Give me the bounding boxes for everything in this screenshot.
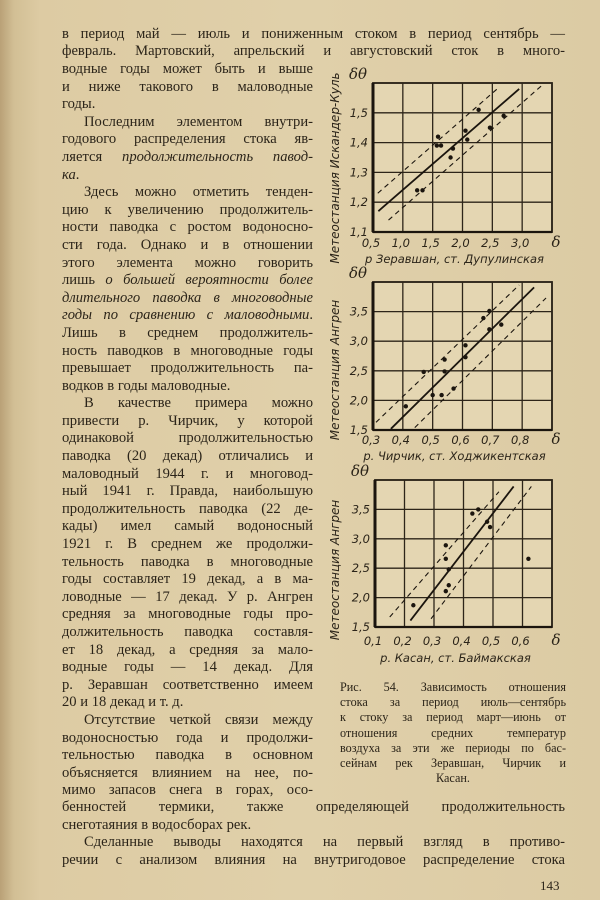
data-point: [411, 603, 415, 607]
y-tick-label: 3,0: [349, 334, 368, 349]
data-point: [463, 128, 467, 132]
text-line: [62, 536, 313, 554]
text-segment: к стоку за период март—июнь от: [340, 710, 566, 725]
data-point: [430, 393, 434, 397]
text-line: [340, 741, 566, 756]
text-segment: Рис. 54. Зависимость отношения: [340, 680, 566, 694]
text-segment: водков в годы маловодные.: [62, 377, 231, 394]
text-line: [62, 325, 313, 343]
x-tick-label: 0,5: [421, 433, 440, 447]
text-segment: превышает продолжительность па-: [62, 360, 313, 377]
text-line: [62, 518, 313, 536]
text-segment: Касан.: [436, 771, 470, 786]
text-line: [62, 167, 313, 185]
x-axis-subtitle: р Зеравшан, ст. Дупулинская: [365, 252, 544, 266]
x-tick-label: 0,1: [363, 634, 383, 648]
text-segment: годового распределения стока яв-: [62, 131, 313, 148]
data-point: [488, 126, 492, 130]
text-line: [62, 413, 313, 431]
data-point: [463, 343, 467, 347]
x-tick-label: 0,6: [511, 634, 530, 648]
text-segment: февраль. Мартовский, апрельский и августовский сток в много-: [62, 43, 565, 59]
italic-text: длительного паводка в многоводные: [62, 289, 313, 306]
text-segment: продолжительность паводка (22 де-: [62, 500, 313, 517]
text-line: [62, 659, 313, 677]
data-point: [420, 188, 424, 192]
data-point: [439, 143, 443, 147]
text-segment: тельностью паводка в основном: [62, 747, 313, 764]
y-tick-label: 1,3: [349, 165, 368, 180]
x-tick-label: 0,6: [451, 433, 470, 447]
x-axis-subtitle: р. Чирчик, ст. Ходжикентская: [363, 449, 546, 463]
page-number: 143: [540, 878, 560, 893]
x-tick-label: 2,5: [481, 236, 500, 250]
text-segment: в период май — июль и пониженным стоком в период сентябрь —: [62, 26, 565, 42]
text-line: [340, 726, 566, 741]
x-tick-label: 0,3: [361, 433, 381, 447]
italic-text: ка: [62, 166, 76, 183]
text-segment: бенностей термики, также определяющей продолжительность: [62, 799, 565, 815]
data-point: [447, 567, 451, 571]
x-tick-label: 0,4: [452, 634, 471, 648]
text-line: [62, 765, 313, 783]
data-point: [436, 134, 440, 138]
x-axis-symbol: δ: [551, 631, 561, 649]
text-line: [62, 483, 313, 501]
data-point: [415, 188, 419, 192]
text-segment: годы.: [62, 96, 96, 113]
text-segment: .: [75, 166, 80, 183]
x-axis-subtitle: р. Касан, ст. Баймакская: [380, 651, 531, 665]
text-segment: Отсутствие четкой связи между: [84, 711, 313, 728]
text-line: [62, 448, 313, 466]
text-line: [62, 466, 313, 484]
text-line: [62, 149, 313, 167]
text-line: [62, 131, 313, 149]
figure-caption: [340, 680, 566, 786]
text-line: [62, 589, 313, 607]
x-tick-label: 3,0: [511, 236, 530, 250]
text-line: [62, 307, 313, 325]
y-tick-label: 1,4: [349, 135, 368, 150]
data-point: [470, 511, 474, 515]
chart-iskander-kul: [320, 60, 580, 270]
italic-text: годы по сравнению с маловодными: [62, 307, 310, 324]
text-segment: привести р. Чирчик, у которой: [62, 412, 313, 429]
text-segment: годы составляет 19 декад, а в ма-: [62, 571, 313, 588]
data-point: [481, 316, 485, 320]
data-point: [476, 507, 480, 511]
text-line: [62, 378, 313, 396]
text-segment: и ниже такового в маловодные: [62, 78, 313, 95]
text-segment: водоносностью года и продолжи-: [62, 729, 313, 746]
text-line: [62, 834, 565, 852]
top-text: [62, 26, 565, 60]
y-tick-label: 2,0: [349, 393, 368, 408]
data-point: [448, 155, 452, 159]
text-segment: водные годы может быть и выше: [62, 61, 313, 77]
y-axis-label: Метеостанция Ангрен: [328, 299, 342, 441]
text-segment: должительность паводка составля-: [62, 624, 313, 640]
y-tick-label: 3,5: [351, 502, 370, 517]
text-segment: ности паводка с ростом водоносно-: [62, 219, 313, 236]
data-point: [501, 114, 505, 118]
text-line: [62, 26, 565, 43]
y-tick-label: 1,2: [349, 195, 368, 210]
bottom-text: [62, 799, 565, 869]
data-point: [485, 520, 489, 524]
text-segment: Последним элементом внутри-: [84, 113, 313, 130]
text-segment: средняя за многоводные годы про-: [62, 606, 313, 623]
y-axis-label: Метеостанция Ангрен: [328, 499, 342, 641]
data-point: [422, 370, 426, 374]
data-point: [487, 309, 491, 313]
left-column-text: [62, 61, 313, 800]
text-line: [62, 272, 313, 290]
text-segment: сейнам рек Зеравшан, Чирчик и: [340, 755, 566, 770]
text-line: [62, 624, 313, 642]
text-segment: одинаковой продолжительностью: [62, 430, 313, 447]
data-point: [444, 543, 448, 547]
text-segment: мимо запасов снега в горах, осо-: [62, 782, 313, 799]
data-point: [435, 143, 439, 147]
text-line: [62, 571, 313, 589]
text-segment: цию к увеличению продолжитель-: [62, 201, 313, 218]
x-tick-label: 0,2: [393, 634, 412, 648]
data-point: [463, 355, 467, 359]
data-point: [499, 322, 503, 326]
text-line: [62, 395, 313, 413]
y-tick-label: 1,5: [349, 105, 368, 120]
text-line: [62, 501, 313, 519]
text-line: [62, 43, 565, 60]
text-line: [62, 554, 313, 572]
y-axis-symbol: δθ: [351, 462, 370, 480]
text-line: [62, 747, 313, 765]
text-line: [62, 114, 313, 132]
data-point: [404, 404, 408, 408]
y-tick-label: 2,0: [351, 590, 370, 605]
text-line: [62, 677, 313, 695]
chart-chirchik: [320, 264, 580, 470]
text-line: [62, 219, 313, 237]
y-tick-label: 3,5: [349, 304, 368, 319]
text-line: [62, 184, 313, 202]
x-axis-symbol: δ: [551, 430, 561, 448]
text-line: [62, 61, 313, 79]
x-tick-label: 2,0: [451, 236, 470, 250]
data-point: [442, 369, 446, 373]
y-axis-label: Метеостанция Искандер-Куль: [328, 72, 342, 264]
text-line: [62, 255, 313, 273]
text-segment: объясняется влиянием на нее, по-: [62, 764, 313, 781]
text-line: [62, 430, 313, 448]
x-tick-label: 0,4: [391, 433, 410, 447]
data-point: [526, 557, 530, 561]
text-segment: воздуха за эти же периоды по бас-: [340, 740, 566, 755]
y-tick-label: 2,5: [351, 561, 370, 576]
text-line: [340, 756, 566, 771]
text-segment: лишь: [62, 272, 106, 289]
text-line: [62, 817, 565, 835]
text-line: [340, 710, 566, 725]
data-point: [442, 357, 446, 361]
text-segment: паводка (20 декад) отличались и: [62, 448, 313, 465]
text-segment: Сделанные выводы находятся на первый взгляд в противо-: [84, 834, 565, 851]
text-line: [62, 202, 313, 220]
data-point: [465, 137, 469, 141]
text-line: [340, 695, 566, 710]
text-line: [62, 642, 313, 660]
data-point: [487, 327, 491, 331]
x-tick-label: 0,7: [481, 433, 500, 447]
text-segment: этого элемента можно говорить: [62, 254, 313, 271]
text-segment: 1921 г. В среднем же продолжи-: [62, 536, 313, 553]
y-tick-label: 1,5: [349, 423, 368, 437]
text-segment: водные годы — 14 декад. Для: [62, 659, 313, 676]
text-segment: .: [309, 307, 313, 324]
x-tick-label: 0,5: [361, 236, 381, 250]
data-point: [447, 583, 451, 587]
y-tick-label: 1,1: [349, 225, 368, 239]
text-line: [62, 360, 313, 378]
data-point: [444, 557, 448, 561]
text-segment: сти года. Однако и в отношении: [62, 236, 313, 253]
data-point: [476, 108, 480, 112]
x-tick-label: 1,5: [421, 236, 440, 250]
text-line: [62, 606, 313, 624]
data-point: [488, 525, 492, 529]
text-segment: ет 18 декад, а средняя за мало-: [62, 641, 313, 658]
data-point: [451, 146, 455, 150]
text-segment: Лишь в среднем продолжитель-: [62, 324, 313, 341]
text-segment: р. Зеравшан соответственно имеем: [62, 676, 313, 693]
x-tick-label: 0,3: [422, 634, 442, 648]
text-segment: ляется: [62, 148, 123, 165]
text-segment: снеготаяния в водосборах рек.: [62, 816, 252, 833]
text-segment: ловодные — 17 декад. У р. Ангрен: [62, 588, 313, 605]
text-segment: кады) имел самый водоносный: [62, 518, 313, 535]
text-segment: стока за период июль—сентябрь: [340, 695, 566, 710]
data-point: [444, 589, 448, 593]
y-axis-symbol: δθ: [349, 65, 368, 83]
chart-kasan: [320, 462, 580, 670]
data-point: [451, 386, 455, 390]
text-segment: 20 и 18 декад и т. д.: [62, 694, 184, 711]
text-line: [62, 79, 313, 97]
text-line: [62, 852, 565, 870]
text-line: [62, 343, 313, 361]
text-segment: ный 1941 г. Правда, наибольшую: [62, 483, 313, 500]
text-line: [62, 237, 313, 255]
text-segment: речии с анализом влияния на внутригодовое распределение стока: [62, 851, 565, 868]
text-segment: В качестве примера можно: [84, 395, 313, 412]
text-line: [62, 730, 313, 748]
text-line: [62, 712, 313, 730]
text-line: [340, 771, 566, 786]
text-segment: тельность паводка в многоводные: [62, 553, 313, 570]
text-line: [62, 290, 313, 308]
x-tick-label: 1,0: [391, 236, 410, 250]
text-line: [62, 96, 313, 114]
y-tick-label: 2,5: [349, 363, 368, 378]
text-segment: Здесь можно отметить тенден-: [84, 184, 313, 201]
y-axis-symbol: δθ: [349, 264, 368, 282]
y-tick-label: 3,0: [351, 531, 370, 546]
y-tick-label: 1,5: [351, 620, 370, 634]
text-line: [62, 799, 565, 817]
italic-text: продолжительность павод-: [122, 148, 313, 165]
italic-text: о большей вероятности более: [105, 272, 313, 289]
data-point: [439, 393, 443, 397]
text-segment: отношения средних температур: [340, 725, 566, 740]
x-tick-label: 0,8: [511, 433, 530, 447]
text-line: [62, 694, 313, 712]
text-segment: маловодный 1944 г. и многовод-: [62, 465, 313, 482]
text-line: [62, 782, 313, 800]
text-line: [340, 680, 566, 695]
text-segment: ность паводков в многоводные годы: [62, 342, 313, 359]
x-tick-label: 0,5: [481, 634, 501, 648]
x-axis-symbol: δ: [551, 233, 561, 251]
